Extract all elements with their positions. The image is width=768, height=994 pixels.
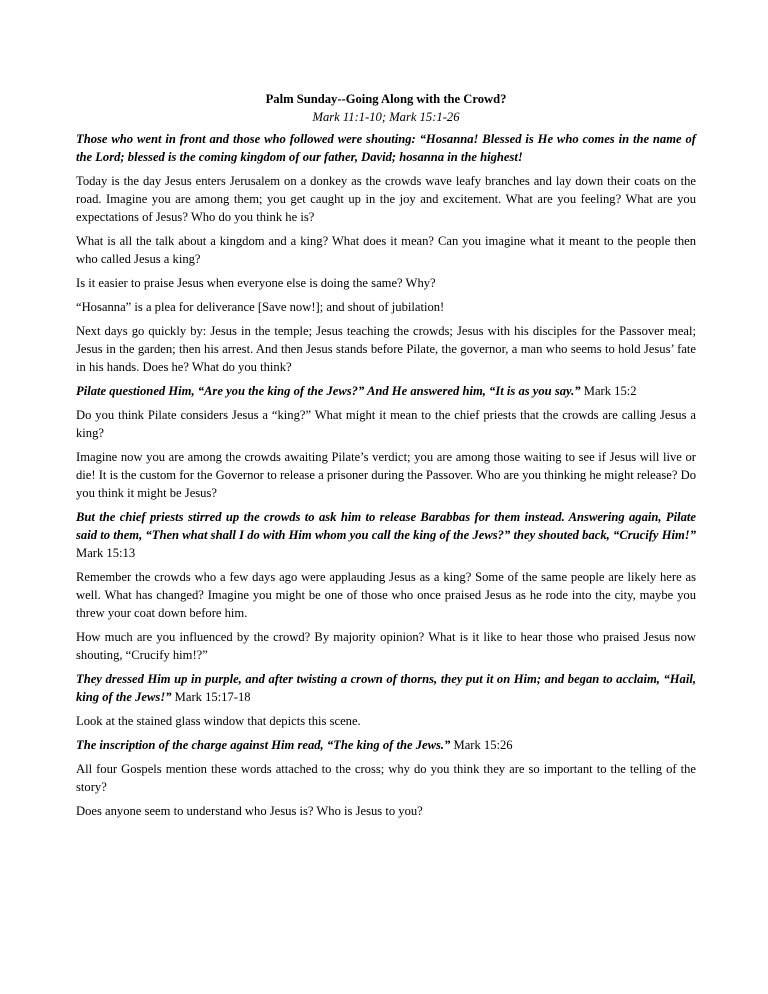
paragraph-quote-hosanna [76, 130, 696, 166]
verse-reference: Mark 15:2 [580, 384, 637, 398]
quote-text: The inscription of the charge against Him read, “The king of the Jews.” [76, 738, 451, 752]
paragraph-verdict: Imagine now you are among the crowds awaiting Pilate’s verdict; you are among those waiting to see if Jesus will live or die! It is the custom for the Governor to release a prisoner during the Passover. Who are you thinking he might release? Do you think it might be Jesus? [76, 450, 696, 500]
paragraph-praise: Is it easier to praise Jesus when everyone else is doing the same? Why? [76, 276, 436, 290]
quote-text: They dressed Him up in purple, and after twisting a crown of thorns, they put it on Him; and began to acclaim, “Hail, king of the Jews!” [76, 672, 696, 704]
document-page [76, 90, 696, 826]
paragraph-next-days: Next days go quickly by: Jesus in the temple; Jesus teaching the crowds; Jesus with his disciples for the Passover meal; Jesus in the garden; then his arrest. And then Jesus stands before Pilate, the governor, a man who seems to hold Jesus’ fate in his hands. Does he? What do you think? [76, 324, 696, 374]
verse-reference: Mark 15:13 [76, 546, 136, 560]
document-title: Palm Sunday--Going Along with the Crowd? [265, 92, 507, 106]
paragraph-entry: Today is the day Jesus enters Jerusalem on a donkey as the crowds wave leafy branches and lay down their coats on the road. Imagine you are among them; you get caught up in the joy and excitement. What are you feeling? What are you expectations of Jesus? Who do you think he is? [76, 174, 696, 224]
quote-text: Pilate questioned Him, “Are you the king of the Jews?” And He answered him, “It is as you say.” [76, 384, 581, 398]
quote-text: But the chief priests stirred up the crowds to ask him to release Barabbas for them instead. Answering again, Pilate said to them, “Then what shall I do with Him whom you call the king of the Jews?” they shouted back, “Crucify Him!” [76, 510, 696, 542]
paragraph-quote-barabbas [76, 508, 696, 562]
paragraph-stained-glass: Look at the stained glass window that depicts this scene. [76, 714, 361, 728]
paragraph-pilate-king: Do you think Pilate considers Jesus a “king?” What might it mean to the chief priests that the crowds are calling Jesus a king? [76, 408, 696, 440]
paragraph-quote-purple [76, 670, 696, 706]
paragraph-hosanna-meaning: “Hosanna” is a plea for deliverance [Save now!]; and shout of jubilation! [76, 300, 445, 314]
paragraph-influence: How much are you influenced by the crowd? By majority opinion? What is it like to hear those who praised Jesus now shouting, “Crucify him!?” [76, 630, 696, 662]
scripture-reference: Mark 11:1-10; Mark 15:1-26 [312, 110, 460, 124]
paragraph-who-is-jesus: Does anyone seem to understand who Jesus is? Who is Jesus to you? [76, 804, 423, 818]
paragraph-quote-inscription [76, 736, 696, 754]
verse-reference: Mark 15:17-18 [171, 690, 251, 704]
paragraph-quote-pilate [76, 382, 696, 400]
paragraph-four-gospels: All four Gospels mention these words attached to the cross; why do you think they are so important to the telling of the story? [76, 762, 696, 794]
verse-reference: Mark 15:26 [450, 738, 513, 752]
paragraph-kingdom: What is all the talk about a kingdom and a king? What does it mean? Can you imagine what it meant to the people then who called Jesus a king? [76, 234, 696, 266]
quote-text: Those who went in front and those who followed were shouting: “Hosanna! Blessed is He who comes in the name of the Lord; blessed is the coming kingdom of our father, David; hosanna in the highest! [76, 132, 696, 164]
paragraph-remember-crowds: Remember the crowds who a few days ago were applauding Jesus as a king? Some of the same people are likely here as well. What has changed? Imagine you might be one of those who once praised Jesus as he rode into the city, maybe you threw your coat down before him. [76, 570, 696, 620]
